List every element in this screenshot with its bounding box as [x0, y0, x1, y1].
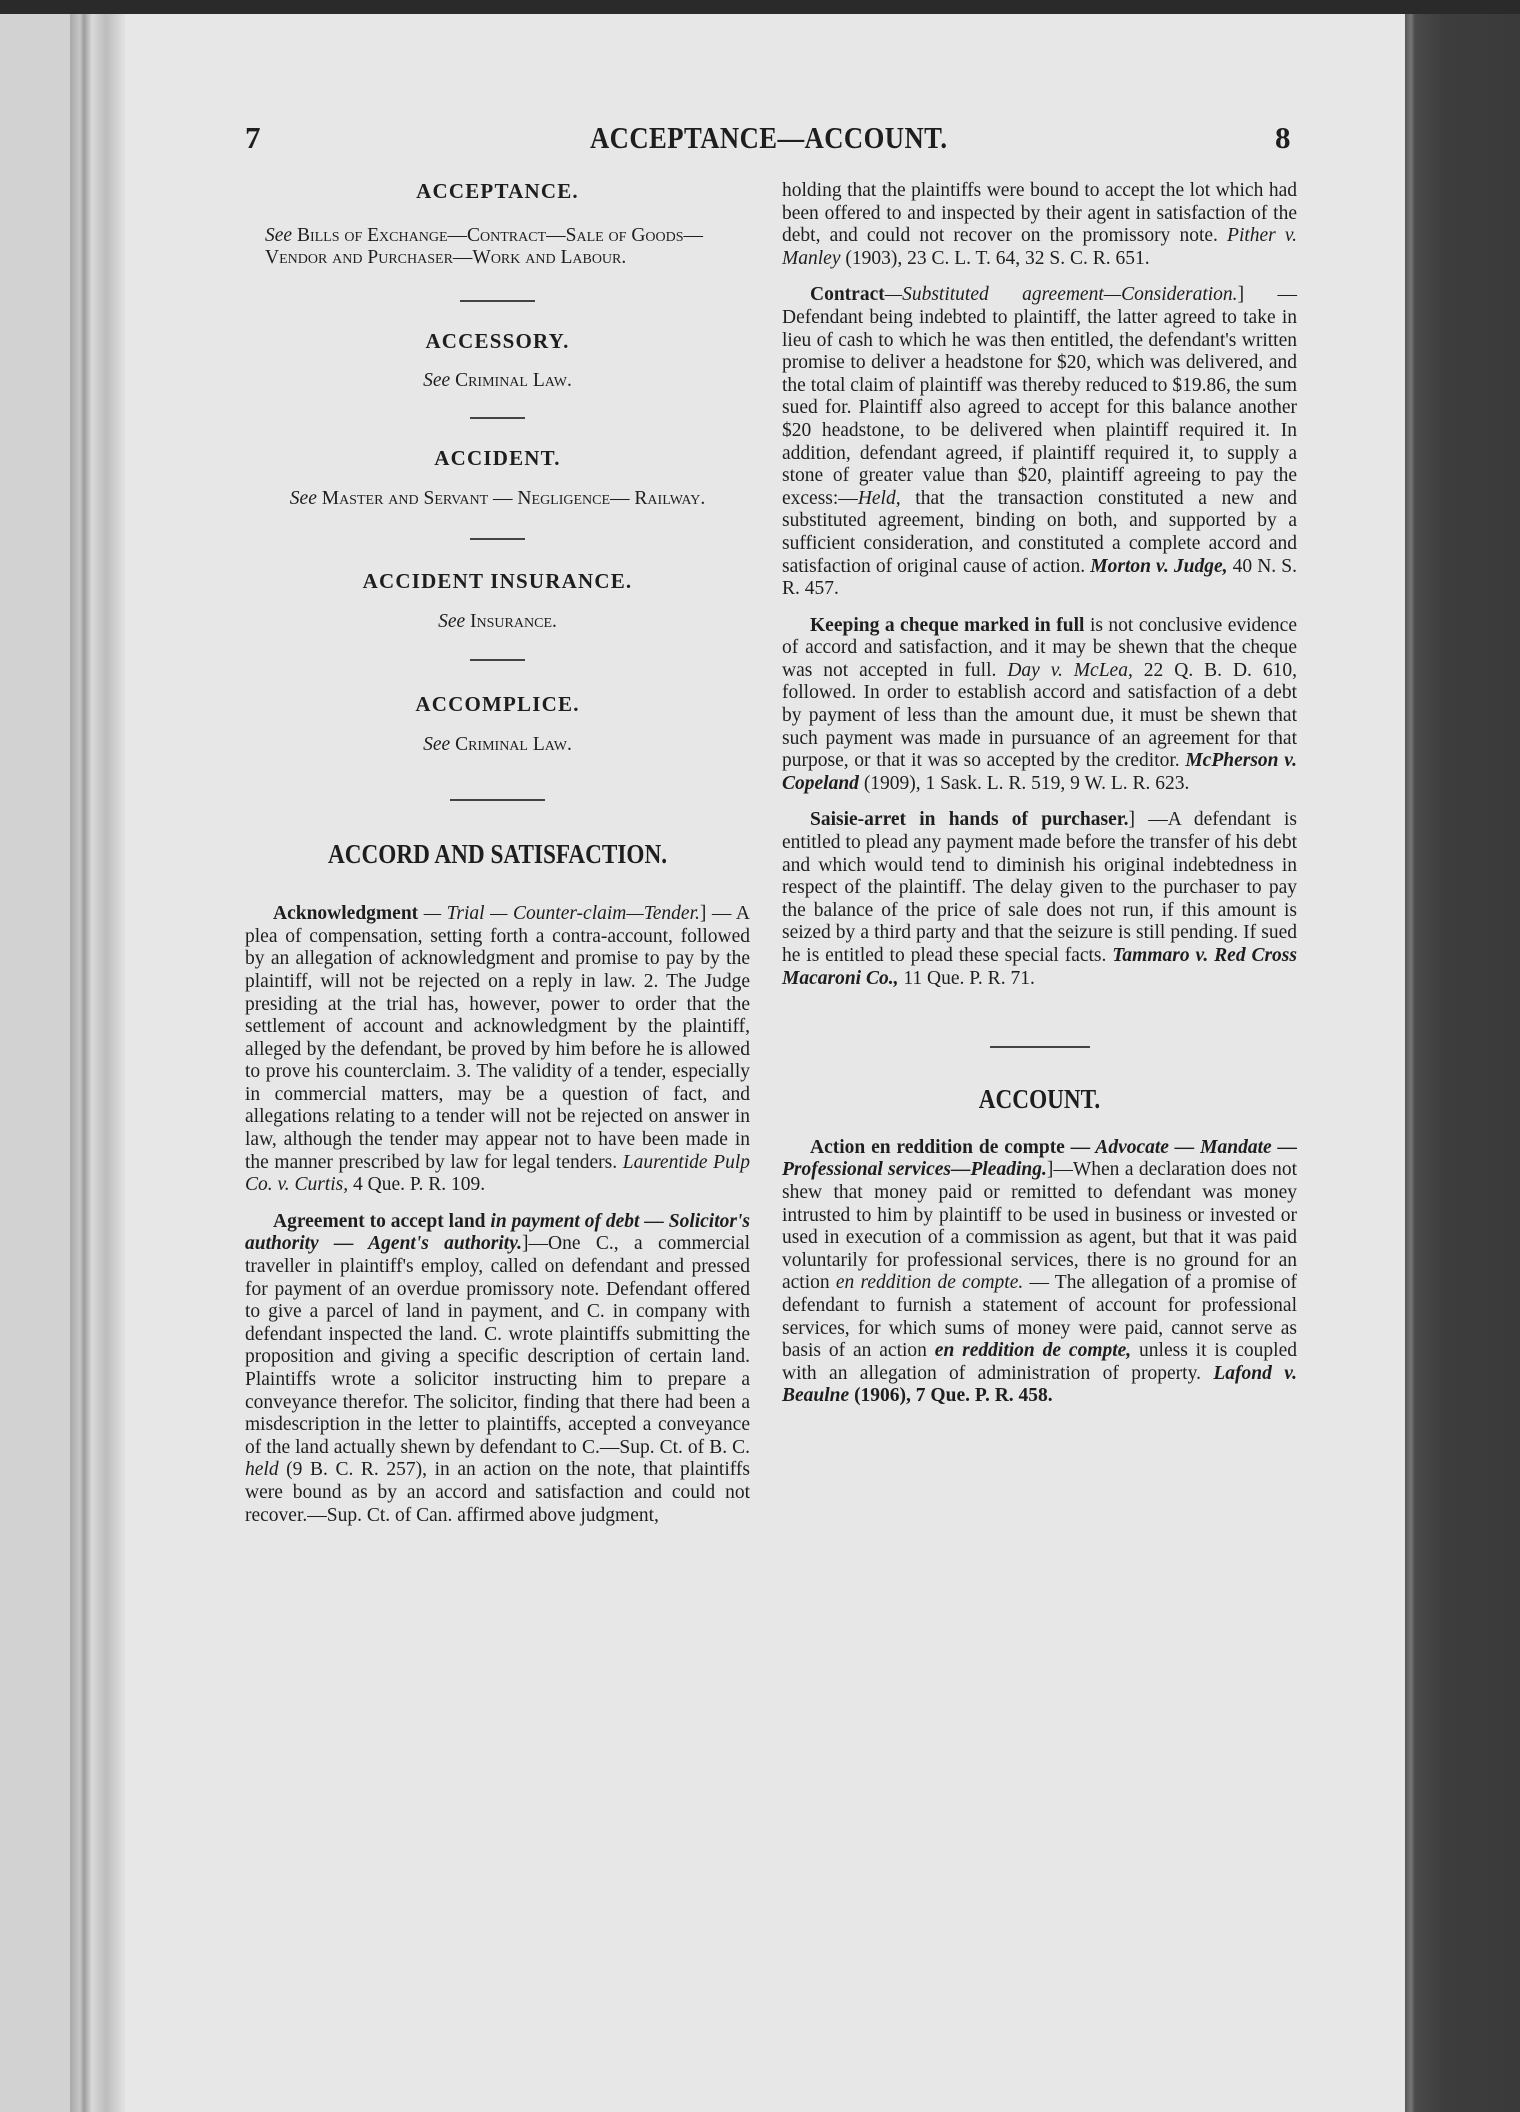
entry-lead: Action en reddition de compte [810, 1136, 1065, 1158]
heading-accident-insurance: ACCIDENT INSURANCE. [362, 569, 633, 594]
citation: (1909), 1 Sask. L. R. 519, 9 W. L. R. 623. [858, 772, 1190, 794]
entry-lead: Acknowledgment [273, 903, 419, 925]
citation: 11 Que. P. R. 71. [898, 967, 1035, 989]
case-name: Laurentide Pulp Co. v. Curtis, [245, 1151, 750, 1196]
see-also-accident [245, 488, 750, 511]
page-number-left: 7 [245, 120, 261, 155]
see-refs: Criminal Law. [455, 733, 572, 755]
entry-text: holding that the plaintiffs were bound to accept the lot which had been offered to and inspected by their agent in satisfaction of the debt, and could not recover on the promissory note. [782, 180, 1297, 247]
see-label: See [423, 733, 451, 755]
section-rule [470, 538, 525, 540]
case-name: Day v. McLea, [1007, 659, 1133, 681]
case-name: Tammaro v. Red Cross Macaroni Co., [782, 945, 1297, 989]
entry-text: ]—When a declaration does not shew that money paid or remitted to defendant was money intrusted to him by plaintiff to be used in business or invested or used in execution of a commission as agent, but that it was paid voluntarily for professional services, there is no ground for an action [782, 1159, 1297, 1294]
section-rule [470, 417, 525, 419]
entry-text: ] —A defendant is entitled to plead any payment made before the transfer of his debt and which would tend to diminish his original indebtedness in respect of the plaintiff. The delay given to the purchaser to pay the balance of the price of sale does not run, if this amount is seized by a third party and that the seizure is still pending. If sued he is entitled to plead these special facts. [782, 809, 1297, 966]
see-also-accident-insurance [245, 611, 750, 634]
running-head: ACCEPTANCE—ACCOUNT. [590, 120, 948, 155]
paragraph-acknowledgment [245, 903, 750, 1197]
page-number-right: 8 [1275, 120, 1291, 155]
entry-text: is not conclusive evidence of accord and satisfaction, and it may be shewn that the cheque was not accepted in full. [782, 614, 1297, 681]
scan-top-edge [0, 0, 1520, 14]
entry-text: — The allegation of a promise of defendant to furnish a statement of account for professional services, for which sums of money were paid, cannot serve as basis of an action [782, 1272, 1297, 1362]
section-rule [460, 300, 535, 302]
see-refs: Insurance. [470, 610, 557, 632]
citation: 40 N. S. R. 457. [782, 555, 1297, 600]
see-label: See [265, 224, 293, 246]
see-also-accessory [245, 370, 750, 393]
entry-text: unless it is coupled with an allegation of administration of property. [782, 1340, 1297, 1384]
heading-accident: ACCIDENT. [434, 445, 561, 470]
paragraph-saisie-arret [782, 809, 1297, 990]
heading-acceptance: ACCEPTANCE. [416, 179, 579, 203]
entry-text: 22 Q. B. D. 610, followed. In order to establish accord and satisfaction of a debt by payment of less than the amount due, it must be shewn that such payment was made in pursuance of an agreement for that purpose, or that it was so accepted by the creditor. [782, 659, 1298, 772]
see-label: See [438, 610, 466, 632]
entry-lead: Keeping a cheque marked in full [810, 614, 1085, 636]
case-name: Pither v. Manley [782, 225, 1297, 269]
paragraph-keeping-a-cheque [782, 615, 1297, 796]
entry-lead: Saisie-arret in hands of purchaser. [810, 809, 1129, 831]
foreign-term: en reddition de compte, [934, 1340, 1132, 1362]
paragraph-continuation [782, 180, 1297, 270]
section-rule [990, 1046, 1090, 1048]
entry-subheads: in payment of debt — Solicitor's authority — Agent's authority. [245, 1210, 750, 1255]
held-word: Held, [857, 487, 901, 509]
see-label: See [423, 370, 451, 392]
entry-subheads: — Advocate — Mandate — Professional services—Pleading. [782, 1136, 1297, 1181]
case-name: McPherson v. Copeland [782, 750, 1298, 794]
scan-right-edge [1405, 14, 1520, 2112]
heading-accord-and-satisfaction: ACCORD AND SATISFACTION. [327, 838, 668, 869]
left-column [245, 180, 750, 1527]
entry-text: (9 B. C. R. 257), in an action on the note, that plaintiffs were bound as by an accord and satisfaction and could not recover.—Sup. Ct. of Can. affirmed above judgment, [245, 1459, 750, 1526]
case-name: Lafond v. Beaulne [782, 1362, 1297, 1407]
entry-lead: Contract [810, 284, 885, 306]
see-refs: Criminal Law. [455, 370, 572, 392]
paragraph-action-en-reddition [782, 1137, 1297, 1408]
paragraph-agreement-to-accept-land [245, 1211, 750, 1527]
section-rule [470, 659, 525, 661]
entry-subheads: —Substituted agreement—Consideration. [884, 284, 1238, 306]
see-refs: Bills of Exchange—Contract—Sale of Goods—Vendor and Purchaser—Work and Labour. [265, 224, 704, 269]
entry-text: ]—One C., a commercial traveller in plaintiff's employ, called on defendant and pressed for payment of an overdue promissory note. Defendant offered to give a parcel of land in payment, and C. in company with defendant inspected the land. C. wrote plaintiffs submitting the proposition and giving a specific description of certain land. Plaintiffs wrote a solicitor instructing him to prepare a conveyance therefor. The solicitor, finding that there had been a misdescription in the letter to plaintiffs, accepted a conveyance of the land actually shewn by defendant to C.—Sup. Ct. of B. C. [245, 1233, 750, 1458]
see-label: See [289, 487, 317, 509]
citation: (1906), 7 Que. P. R. 458. [849, 1385, 1053, 1407]
heading-account: ACCOUNT. [978, 1084, 1101, 1115]
citation: 4 Que. P. R. 109. [348, 1174, 486, 1196]
right-column [782, 180, 1297, 1408]
heading-accessory: ACCESSORY. [425, 328, 570, 353]
entry-lead: Agreement to accept land [273, 1210, 486, 1232]
heading-accomplice: ACCOMPLICE. [415, 692, 580, 717]
held-word: held [245, 1459, 279, 1481]
see-also-accomplice [245, 734, 750, 757]
entry-text: ] — A plea of compensation, setting forth a contra-account, followed by an allegation of acknowledgment and promise to pay by the plaintiff, will not be rejected on a reply in law. 2. The Judge presiding at the trial has, however, power to order that the settlement of account and acknowledgment by the plaintiff, alleged by the defendant, be proved by him before he is allowed to prove his counterclaim. 3. The validity of a tender, especially in commercial matters, may be a question of fact, and allegations relating to a tender will not be rejected on answer in law, although the tender may appear not to have been made in the manner prescribed by law for legal tenders. [245, 903, 750, 1173]
entry-text: that the transaction constituted a new and substituted agreement, binding on both, and supported by a sufficient consideration, and constituted a complete accord and satisfaction of original cause of action. [782, 487, 1297, 577]
page-edge-stack [70, 14, 125, 2112]
case-name: Morton v. Judge, [1090, 555, 1228, 577]
entry-subheads: — Trial — Counter-claim—Tender. [418, 903, 700, 925]
section-rule [450, 799, 545, 801]
see-refs: Master and Servant — Negligence— Railway. [321, 487, 706, 509]
paragraph-contract [782, 284, 1297, 600]
foreign-term: en reddition de compte. [835, 1272, 1024, 1294]
citation: (1903), 23 C. L. T. 64, 32 S. C. R. 651. [840, 247, 1150, 269]
see-also-acceptance [245, 225, 750, 270]
entry-text: ] — Defendant being indebted to plaintiff, the latter agreed to take in lieu of cash to which he was then entitled, the defendant's written promise to deliver a headstone for $20, which was delivered, and the total claim of plaintiff was thereby reduced to $19.86, the sum sued for. Plaintiff also agreed to accept for this balance another $20 headstone, to be delivered when plaintiff required it. In addition, defendant agreed, if plaintiff required it, to supply a stone of greater value than $20, plaintiff agreeing to pay the excess:— [782, 284, 1297, 509]
